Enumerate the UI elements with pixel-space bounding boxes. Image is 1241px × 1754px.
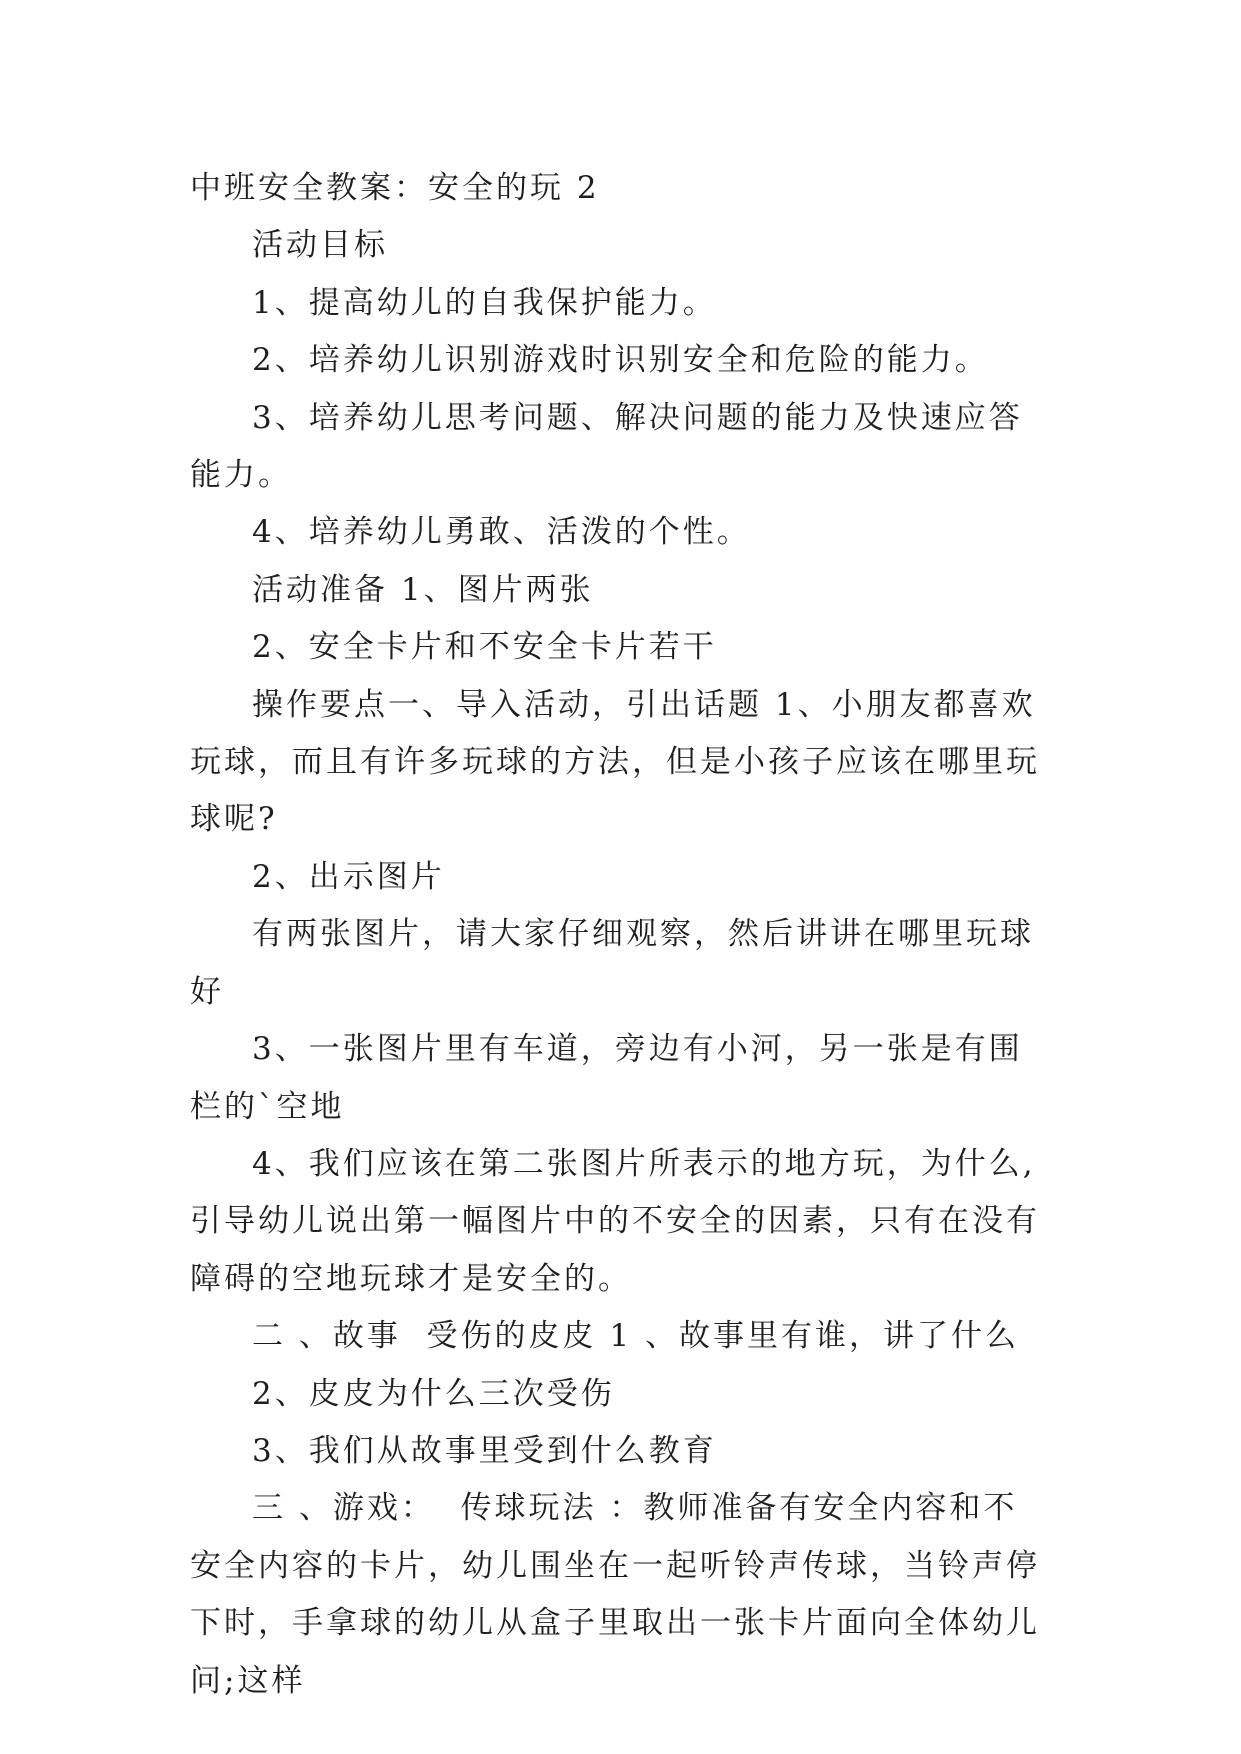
- paragraph-observe-pictures: 有两张图片，请大家仔细观察，然后讲讲在哪里玩球好: [190, 916, 1034, 1010]
- paragraph-step-intro: 操作要点一、导入活动，引出话题 1、小朋友都喜欢玩球，而且有许多玩球的方法，但是小孩子应该在哪里玩球呢?: [190, 686, 1040, 838]
- paragraph-preparation-2: 2、安全卡片和不安全卡片若干: [252, 629, 717, 666]
- paragraph-story-heading: 二 、故事 受伤的皮皮 1 、故事里有谁，讲了什么: [252, 1318, 1019, 1355]
- paragraph-picture-description: 3、一张图片里有车道，旁边有小河，另一张是有围栏的`空地: [190, 1031, 1023, 1125]
- paragraph-story-question-2: 2、皮皮为什么三次受伤: [252, 1375, 615, 1412]
- document-body: [190, 160, 1050, 1710]
- paragraph-goal-3: 3、培养幼儿思考问题、解决问题的能力及快速应答能力。: [190, 399, 1023, 494]
- paragraph-activity-goals-heading: 活动目标: [252, 227, 388, 264]
- paragraph-goal-2: 2、培养幼儿识别游戏时识别安全和危险的能力。: [252, 342, 989, 379]
- paragraph-story-question-3: 3、我们从故事里受到什么教育: [252, 1432, 717, 1469]
- paragraph-goal-4: 4、培养幼儿勇敢、活泼的个性。: [252, 514, 751, 551]
- document-title: 中班安全教案：安全的玩 2: [190, 170, 600, 206]
- paragraph-safe-place: 4、我们应该在第二张图片所表示的地方玩，为什么,引导幼儿说出第一幅图片中的不安全的因素，只有在没有障碍的空地玩球才是安全的。: [190, 1145, 1040, 1297]
- paragraph-game: 三 、游戏： 传球玩法 ：教师准备有安全内容和不安全内容的卡片，幼儿围坐在一起听铃声传球，当铃声停下时，手拿球的幼儿从盒子里取出一张卡片面向全体幼儿问;这样: [190, 1490, 1040, 1699]
- paragraph-show-pictures: 2、出示图片: [252, 858, 445, 895]
- paragraph-preparation-1: 活动准备 1、图片两张: [252, 571, 594, 608]
- paragraph-goal-1: 1、提高幼儿的自我保护能力。: [252, 284, 717, 321]
